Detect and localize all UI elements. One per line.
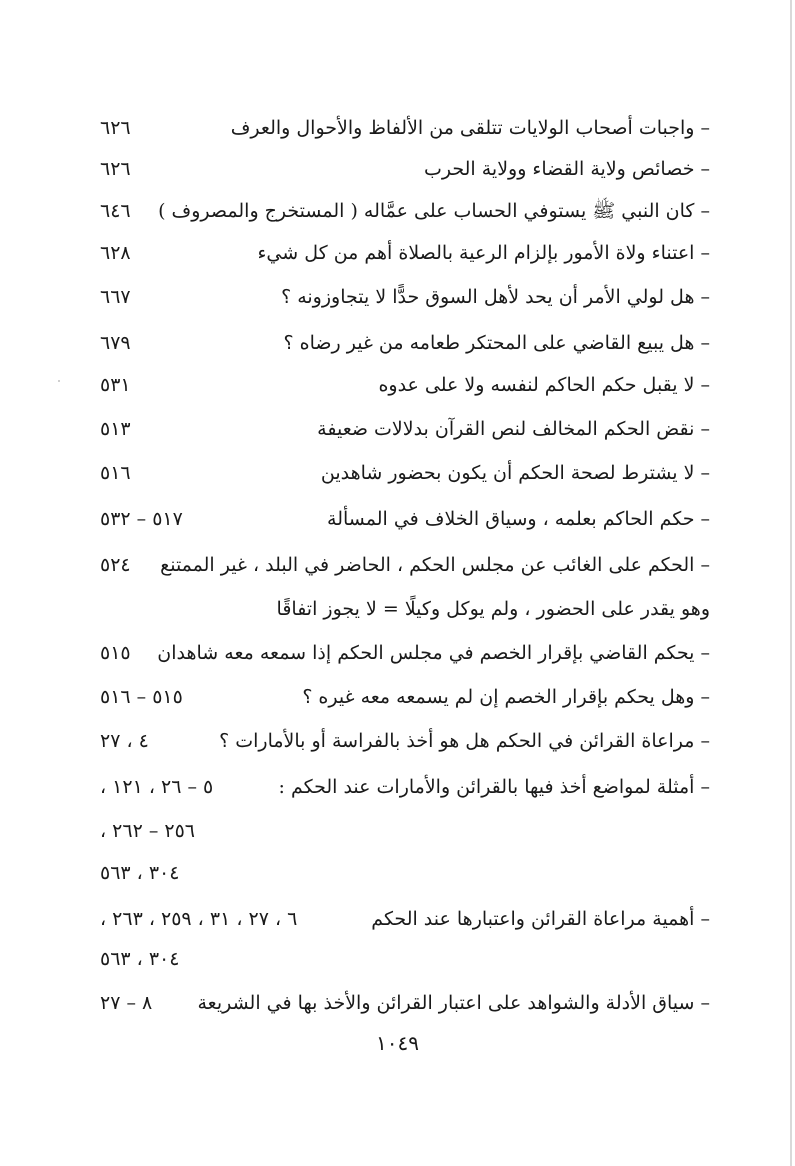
entry-text: – واجبات أصحاب الولايات تتلقى من الألفاظ والأحوال والعرف bbox=[230, 117, 710, 139]
entry-text: – هل يبيع القاضي على المحتكر طعامه من غير رضاه ؟ bbox=[283, 332, 710, 354]
index-entry bbox=[60, 370, 710, 406]
index-entry bbox=[60, 282, 710, 318]
index-entry bbox=[60, 458, 710, 494]
index-entry bbox=[60, 988, 710, 1024]
entry-pages: ٥١٧ – ٥٣٢ bbox=[100, 508, 183, 530]
entry-text: – كان النبي ﷺ يستوفي الحساب على عمَّاله ( المستخرج والمصروف ) bbox=[158, 200, 710, 222]
entry-pages: ٥٢٤ bbox=[100, 554, 131, 576]
index-entry bbox=[60, 328, 710, 364]
index-entry bbox=[60, 682, 710, 718]
entry-pages: ٥١٦ bbox=[100, 462, 131, 484]
entry-text: – لا يقبل حكم الحاكم لنفسه ولا على عدوه bbox=[378, 374, 710, 396]
index-entry bbox=[60, 504, 710, 540]
entry-text: – الحكم على الغائب عن مجلس الحكم ، الحاضر في البلد ، غير الممتنع bbox=[160, 554, 710, 576]
entry-text: – سياق الأدلة والشواهد على اعتبار القرائن والأخذ بها في الشريعة bbox=[197, 992, 710, 1014]
index-entry bbox=[60, 238, 710, 274]
page-number: ١٠٤٩ bbox=[376, 1031, 419, 1055]
index-entry bbox=[60, 638, 710, 674]
entry-pages: ٥١٣ bbox=[100, 418, 131, 440]
index-entry-continuation bbox=[60, 816, 710, 852]
entry-pages: ٥١٥ – ٥١٦ bbox=[100, 686, 183, 708]
entry-pages: ٦٧٩ bbox=[100, 332, 131, 354]
entry-text: – اعتناء ولاة الأمور بإلزام الرعية بالصلاة أهم من كل شيء bbox=[257, 242, 710, 264]
entry-text: – يحكم القاضي بإقرار الخصم في مجلس الحكم إذا سمعه معه شاهدان bbox=[157, 642, 710, 664]
entry-pages: ٥ – ٢٦ ، ١٢١ ، bbox=[100, 776, 214, 798]
entry-pages: ٣٠٤ ، ٥٦٣ bbox=[100, 948, 180, 970]
entry-pages: ٣٠٤ ، ٥٦٣ bbox=[100, 862, 180, 884]
page-edge-shadow bbox=[790, 0, 792, 1166]
entry-text: – خصائص ولاية القضاء وولاية الحرب bbox=[423, 158, 710, 180]
entry-text: – مراعاة القرائن في الحكم هل هو أخذ بالفراسة أو بالأمارات ؟ bbox=[219, 730, 710, 752]
index-entry bbox=[60, 196, 710, 232]
index-entry bbox=[60, 772, 710, 808]
index-entry bbox=[60, 154, 710, 190]
entry-text: – حكم الحاكم بعلمه ، وسياق الخلاف في المسألة bbox=[327, 508, 710, 530]
entry-pages: ٤ ، ٢٧ bbox=[100, 730, 149, 752]
entry-pages: ٢٥٦ – ٢٦٢ ، bbox=[100, 820, 196, 842]
index-entry bbox=[60, 113, 710, 149]
entry-pages: ٨ – ٢٧ bbox=[100, 992, 153, 1014]
index-entry-continuation bbox=[60, 594, 710, 630]
entry-text: – أمثلة لمواضع أخذ فيها بالقرائن والأمارات عند الحكم : bbox=[278, 776, 710, 798]
index-entry-continuation bbox=[60, 858, 710, 894]
entry-pages: ٦٤٦ bbox=[100, 200, 131, 222]
index-entry-continuation bbox=[60, 944, 710, 980]
index-entry bbox=[60, 726, 710, 762]
entry-text: وهو يقدر على الحضور ، ولم يوكل وكيلًا = لا يجوز اتفاقًا bbox=[276, 598, 710, 620]
entry-pages: ٦٢٨ bbox=[100, 242, 131, 264]
entry-pages: ٥٣١ bbox=[100, 374, 131, 396]
index-entry bbox=[60, 550, 710, 586]
entry-pages: ٦٢٦ bbox=[100, 117, 131, 139]
entry-pages: ٥١٥ bbox=[100, 642, 131, 664]
entry-text: – هل لولي الأمر أن يحد لأهل السوق حدًّا لا يتجاوزونه ؟ bbox=[281, 286, 710, 308]
index-entry bbox=[60, 414, 710, 450]
entry-pages: ٦ ، ٢٧ ، ٣١ ، ٢٥٩ ، ٢٦٣ ، bbox=[100, 908, 298, 930]
entry-text: – لا يشترط لصحة الحكم أن يكون بحضور شاهدين bbox=[320, 462, 710, 484]
entry-pages: ٦٢٦ bbox=[100, 158, 131, 180]
entry-text: – نقض الحكم المخالف لنص القرآن بدلالات ضعيفة bbox=[317, 418, 710, 440]
entry-text: – أهمية مراعاة القرائن واعتبارها عند الحكم bbox=[371, 908, 710, 930]
index-entry bbox=[60, 904, 710, 940]
entry-text: – وهل يحكم بإقرار الخصم إن لم يسمعه معه غيره ؟ bbox=[302, 686, 710, 708]
entry-pages: ٦٦٧ bbox=[100, 286, 131, 308]
